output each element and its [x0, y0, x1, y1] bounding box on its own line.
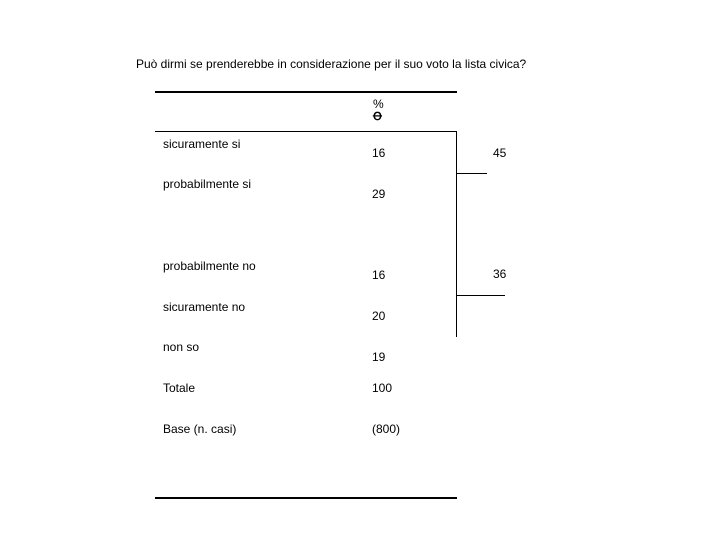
table-top-rule — [155, 91, 457, 93]
header-separator — [155, 131, 457, 132]
row-label-totale: Totale — [163, 381, 196, 395]
row-value-base: (800) — [372, 422, 401, 436]
row-label-sicuramente-no: sicuramente no — [163, 300, 246, 314]
group-2-underline — [457, 295, 505, 296]
question-text: Può dirmi se prenderebbe in considerazione per il suo voto la lista civica? — [136, 57, 527, 71]
row-value-sicuramente-si: 16 — [372, 146, 386, 160]
row-value-probabilmente-si: 29 — [372, 187, 386, 201]
group-1-underline — [457, 173, 487, 174]
row-value-probabilmente-no: 16 — [372, 268, 386, 282]
row-label-sicuramente-si: sicuramente si — [163, 137, 241, 151]
group-bracket-vertical — [456, 131, 457, 337]
table-bottom-rule — [155, 497, 457, 499]
row-label-base: Base (n. casi) — [163, 422, 237, 436]
group-2-total: 36 — [493, 267, 507, 281]
group-1-total: 45 — [493, 146, 507, 160]
row-label-probabilmente-si: probabilmente si — [163, 177, 252, 191]
row-label-non-so: non so — [163, 340, 200, 354]
row-value-sicuramente-no: 20 — [372, 309, 386, 323]
percent-header: % — [373, 97, 384, 111]
row-value-non-so: 19 — [372, 350, 386, 364]
row-label-probabilmente-no: probabilmente no — [163, 259, 256, 273]
percent-symbol-icon: Ꝋ — [373, 111, 382, 123]
row-value-totale: 100 — [372, 381, 393, 395]
